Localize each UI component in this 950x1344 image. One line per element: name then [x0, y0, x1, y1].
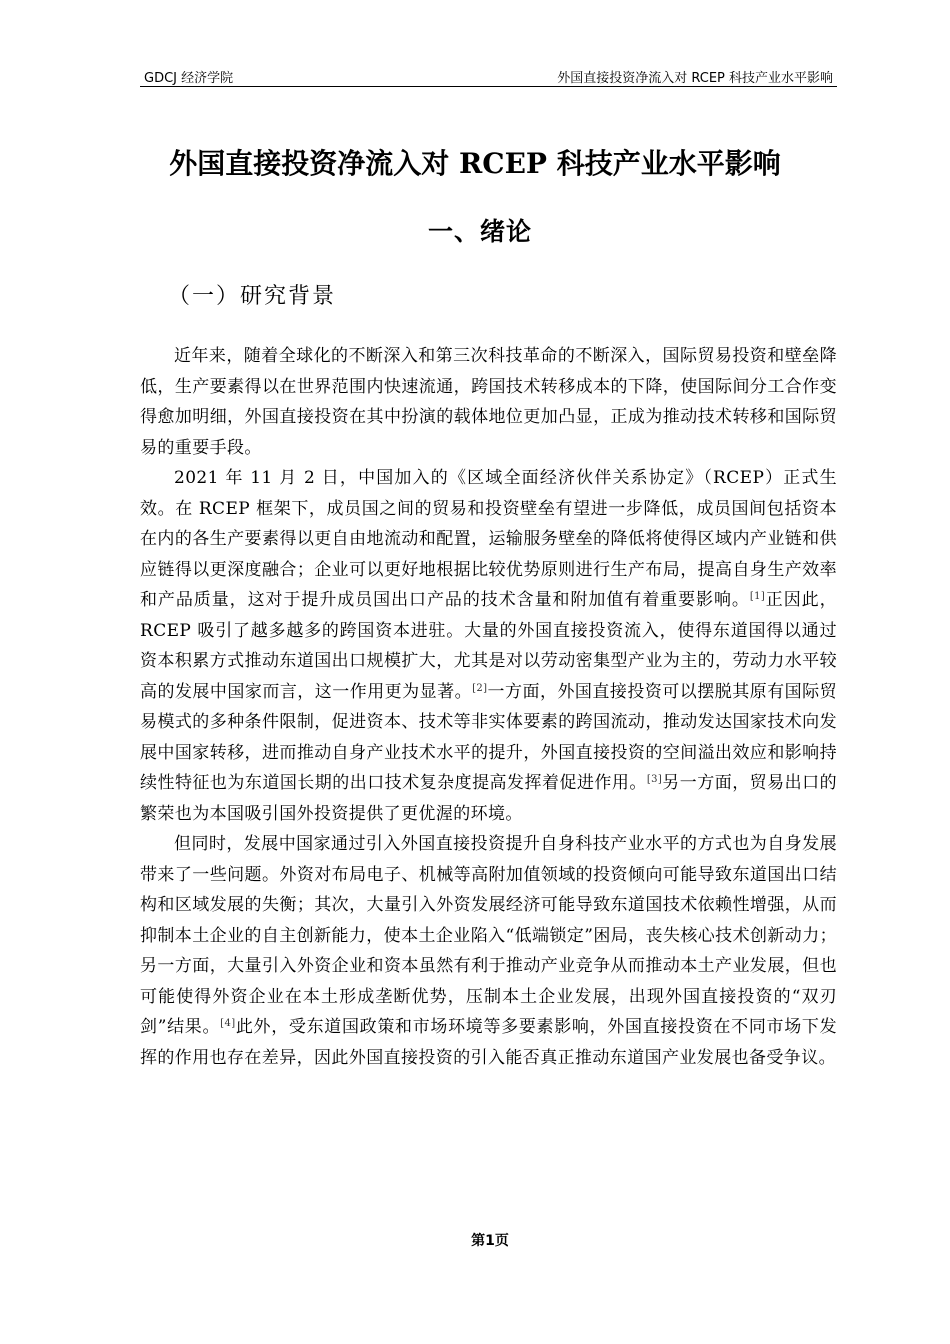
paragraph-text: 但同时，发展中国家通过引入外国直接投资提升自身科技产业水平的方式也为自身发展带来了一些问题。外资对布局电子、机械等高附加值领域的投资倾向可能导致东道国出口结构和区域发展的失衡；其次，大量引入外资发展经济可能导致东道国技术依赖性增强，从而抑制本土企业的自主创新能力，使本土企业陷入“低端锁定”困局，丧失核心技术创新动力；另一方面，大量引入外资企业和资本虽然有利于推动产业竞争从而推动本土产业发展，但也可能使得外资企业在本土形成垄断优势，压制本土企业发展，出现外国直接投资的“双刃剑”结果。: [140, 834, 837, 1037]
document-title: 外国直接投资净流入对 RCEP 科技产业水平影响: [169, 147, 781, 180]
body-text: [140, 341, 837, 1073]
paragraph: [140, 829, 837, 1073]
paragraph: [140, 341, 837, 463]
page-header: [140, 66, 837, 87]
paragraph-text: 一方面，外国直接投资可以摆脱其原有国际贸易模式的多种条件限制，促进资本、技术等非实体要素的跨国流动，推动发达国家技术向发展中国家转移，进而推动自身产业技术水平的提升，外国直接投资的空间溢出效应和影响持续性特征也为东道国长期的出口技术复杂度提高发挥着促进作用。: [140, 681, 837, 793]
paragraph-text: 另一方面，贸易出口的繁荣也为本国吸引国外投资提供了更优渥的环境。: [140, 773, 837, 824]
paragraph: [140, 463, 837, 829]
paragraph-text: 2021 年 11 月 2 日，中国加入的《区域全面经济伙伴关系协定》（RCEP）正式生效。在 RCEP 框架下，成员国之间的贸易和投资壁垒有望进一步降低，成员国间包括资本在内的各生产要素得以更自由地流动和配置，运输服务壁垒的降低将使得区域内产业链和供应链得以更深度融合；企业可以更好地根据比较优势原则进行生产布局，提高自身生产效率和产品质量，这对于提升成员国出口产品的技术含量和附加值有着重要影响。: [140, 468, 837, 610]
page-number: 第1页: [471, 1233, 509, 1249]
header-institution: GDCJ 经济学院: [144, 71, 234, 86]
citation-ref[interactable]: [2]: [472, 682, 488, 694]
header-running-title: 外国直接投资净流入对 RCEP 科技产业水平影响: [557, 71, 833, 86]
citation-ref[interactable]: [3]: [646, 774, 663, 785]
citation-ref[interactable]: [1]: [749, 591, 766, 602]
section-heading: 一、绪论: [427, 217, 532, 246]
subsection-heading: （一）研究背景: [168, 284, 337, 309]
paragraph-text: 正因此，RCEP 吸引了越多越多的跨国资本进驻。大量的外国直接投资流入，使得东道国得以通过资本积累方式推动东道国出口规模扩大，尤其是对以劳动密集型产业为主的，劳动力水平较高的发展中国家而言，这一作用更为显著。: [140, 590, 837, 702]
paragraph-text: 此外，受东道国政策和市场环境等多要素影响，外国直接投资在不同市场下发挥的作用也存在差异，因此外国直接投资的引入能否真正推动东道国产业发展也备受争议。: [140, 1017, 837, 1068]
citation-ref[interactable]: [4]: [220, 1018, 236, 1029]
paragraph-text: 近年来，随着全球化的不断深入和第三次科技革命的不断深入，国际贸易投资和壁垒降低，生产要素得以在世界范围内快速流通，跨国技术转移成本的下降，使国际间分工合作变得愈加明细，外国直接投资在其中扮演的载体地位更加凸显，正成为推动技术转移和国际贸易的重要手段。: [140, 346, 837, 458]
